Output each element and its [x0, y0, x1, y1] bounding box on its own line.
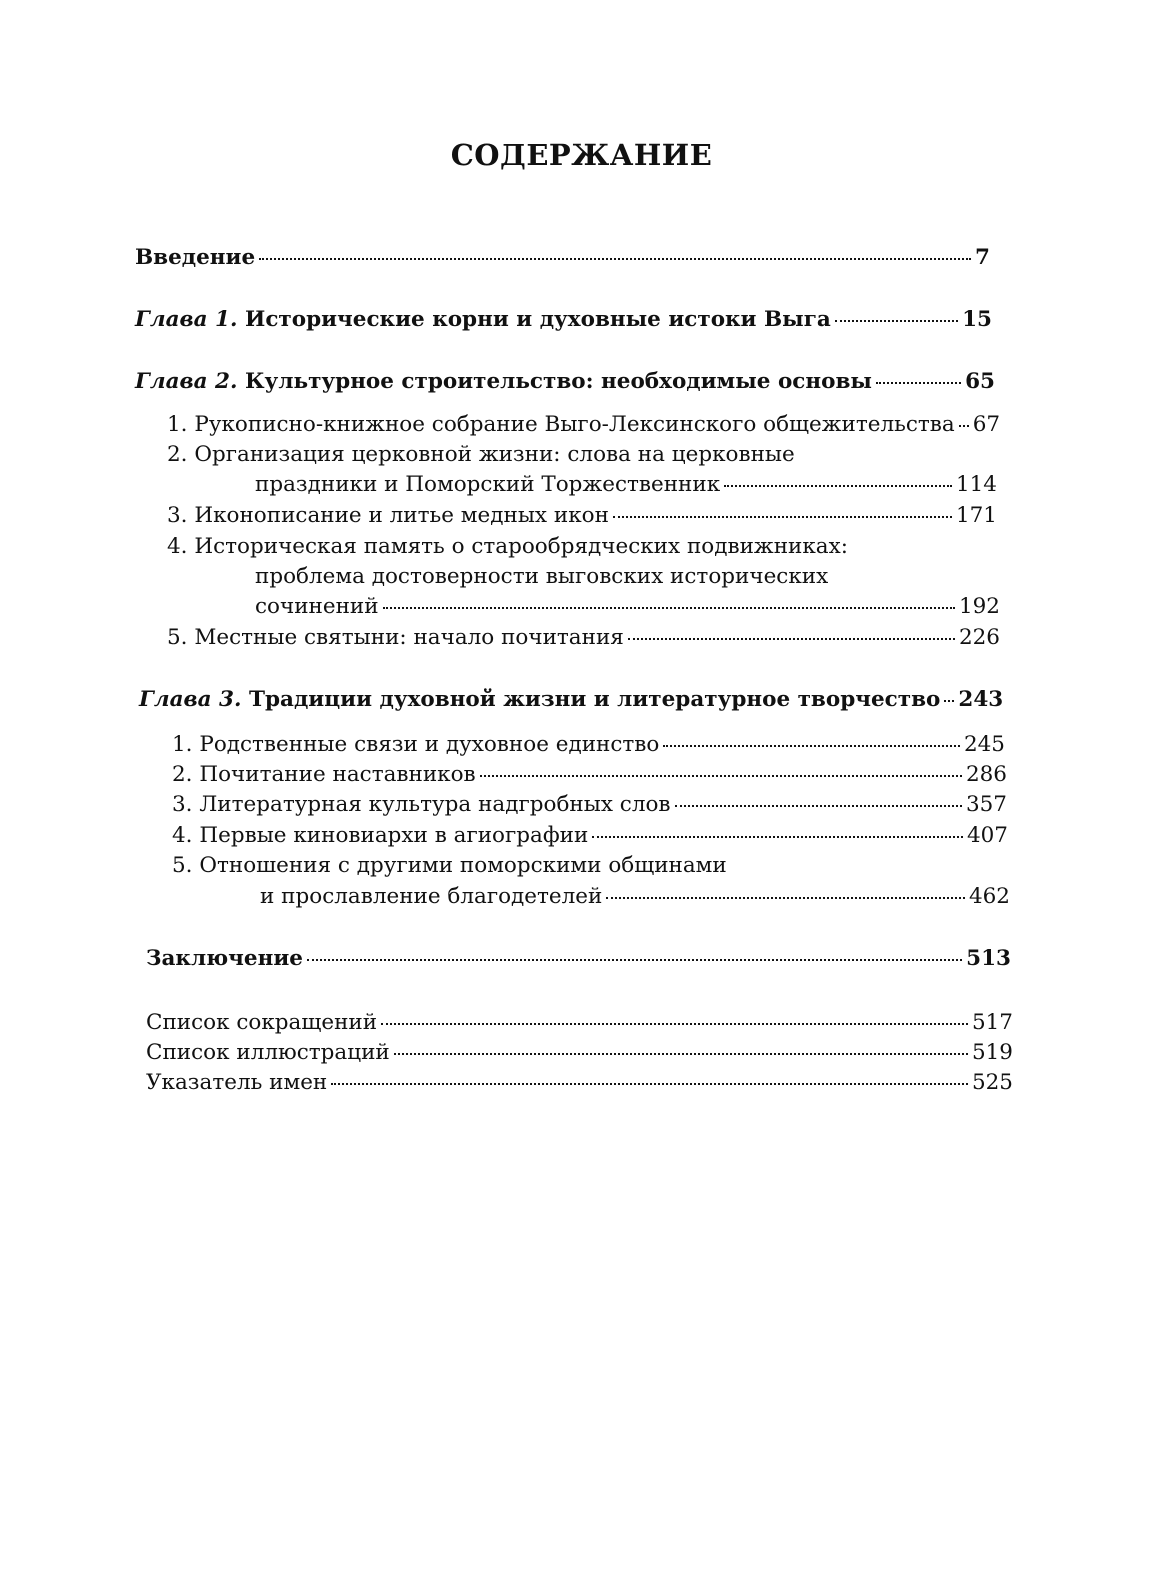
- toc-entry-section[interactable]: [172, 734, 1005, 756]
- toc-entry-section[interactable]: [167, 627, 1000, 649]
- toc-label: Традиции духовной жизни и литературное творчество: [249, 687, 941, 712]
- toc-label: Исторические корни и духовные истоки Выга: [245, 307, 831, 332]
- toc-page-number: 525: [971, 1070, 1013, 1095]
- toc-entry-intro[interactable]: [135, 247, 990, 269]
- toc-label: 1. Родственные связи и духовное единство: [172, 732, 660, 757]
- toc-label: 5. Местные святыни: начало почитания: [167, 625, 624, 650]
- toc-entry-section[interactable]: [167, 505, 997, 527]
- dot-leader: [383, 607, 955, 609]
- toc-page-number: 513: [966, 946, 1011, 971]
- page-title: СОДЕРЖАНИЕ: [450, 138, 713, 172]
- dot-leader: [613, 516, 952, 518]
- dot-leader: [724, 485, 952, 487]
- toc-page-number: 245: [963, 732, 1005, 757]
- dot-leader: [876, 382, 961, 384]
- toc-entry-abbreviations[interactable]: [146, 1012, 1013, 1034]
- toc-label: 4. Первые киновиархи в агиографии: [172, 823, 589, 848]
- chapter-number: Глава 1.: [135, 307, 238, 332]
- toc-entry-illustrations[interactable]: [146, 1042, 1013, 1064]
- chapter-number: Глава 3.: [139, 687, 242, 712]
- dot-leader: [663, 745, 960, 747]
- toc-entry-section-line: 4. Историческая память о старообрядческих подвижниках:: [167, 534, 848, 559]
- toc-label: 3. Иконописание и литье медных икон: [167, 503, 609, 528]
- toc-label: праздники и Поморский Торжественник: [255, 472, 721, 497]
- toc-entry-chapter-3[interactable]: [139, 687, 1004, 712]
- toc-entry-name-index[interactable]: [146, 1072, 1013, 1094]
- toc-entry-section-line: 5. Отношения с другими поморскими общинами: [172, 853, 727, 878]
- toc-label: сочинений: [255, 594, 379, 619]
- dot-leader: [628, 638, 955, 640]
- toc-page-number: 286: [965, 762, 1007, 787]
- dot-leader: [959, 425, 969, 427]
- toc-page-number: 243: [958, 687, 1004, 712]
- toc-entry-section[interactable]: [255, 474, 997, 496]
- dot-leader: [592, 836, 963, 838]
- dot-leader: [606, 897, 965, 899]
- dot-leader: [259, 258, 971, 260]
- toc-entry-conclusion[interactable]: [146, 948, 1011, 970]
- toc-page-number: 171: [955, 503, 997, 528]
- dot-leader: [835, 320, 958, 322]
- toc-page-number: 357: [965, 792, 1007, 817]
- toc-entry-section[interactable]: [255, 596, 1000, 618]
- toc-label: Указатель имен: [146, 1070, 328, 1095]
- dot-leader: [394, 1053, 968, 1055]
- toc-page-number: 192: [958, 594, 1000, 619]
- dot-leader: [331, 1083, 968, 1085]
- toc-label: 1. Рукописно-книжное собрание Выго-Лексинского общежительства: [167, 412, 955, 437]
- toc-label: и прославление благодетелей: [260, 884, 603, 909]
- toc-label: 2. Почитание наставников: [172, 762, 476, 787]
- chapter-number: Глава 2.: [135, 369, 238, 394]
- toc-entry-section-line: 2. Организация церковной жизни: слова на церковные: [167, 442, 795, 467]
- toc-entry-section[interactable]: [172, 764, 1007, 786]
- toc-page-number: 226: [958, 625, 1000, 650]
- toc-page-number: 462: [968, 884, 1010, 909]
- toc-entry-section[interactable]: [167, 412, 1001, 437]
- toc-page-number: 7: [975, 245, 990, 270]
- dot-leader: [944, 700, 954, 702]
- toc-page-number: 517: [971, 1010, 1013, 1035]
- dot-leader: [675, 805, 962, 807]
- toc-label: Список иллюстраций: [146, 1040, 390, 1065]
- toc-entry-section[interactable]: [260, 886, 1010, 908]
- toc-label: Культурное строительство: необходимые основы: [245, 369, 872, 394]
- dot-leader: [381, 1023, 968, 1025]
- toc-entry-chapter-2[interactable]: [135, 371, 995, 393]
- toc-label: Введение: [135, 245, 256, 270]
- toc-label: 3. Литературная культура надгробных слов: [172, 792, 671, 817]
- toc-page-number: 407: [966, 823, 1008, 848]
- toc-label: Список сокращений: [146, 1010, 378, 1035]
- toc-page-number: 519: [971, 1040, 1013, 1065]
- toc-entry-section[interactable]: [172, 794, 1007, 816]
- toc-page-number: 67: [972, 412, 1001, 437]
- toc-label: Заключение: [146, 946, 303, 971]
- dot-leader: [480, 775, 962, 777]
- dot-leader: [307, 959, 962, 961]
- toc-entry-chapter-1[interactable]: [135, 309, 992, 331]
- toc-page-number: 114: [955, 472, 997, 497]
- toc-entry-section-line: проблема достоверности выговских исторических: [255, 564, 829, 589]
- toc-page-number: 65: [965, 369, 995, 394]
- toc-page-number: 15: [962, 307, 992, 332]
- toc-entry-section[interactable]: [172, 825, 1008, 847]
